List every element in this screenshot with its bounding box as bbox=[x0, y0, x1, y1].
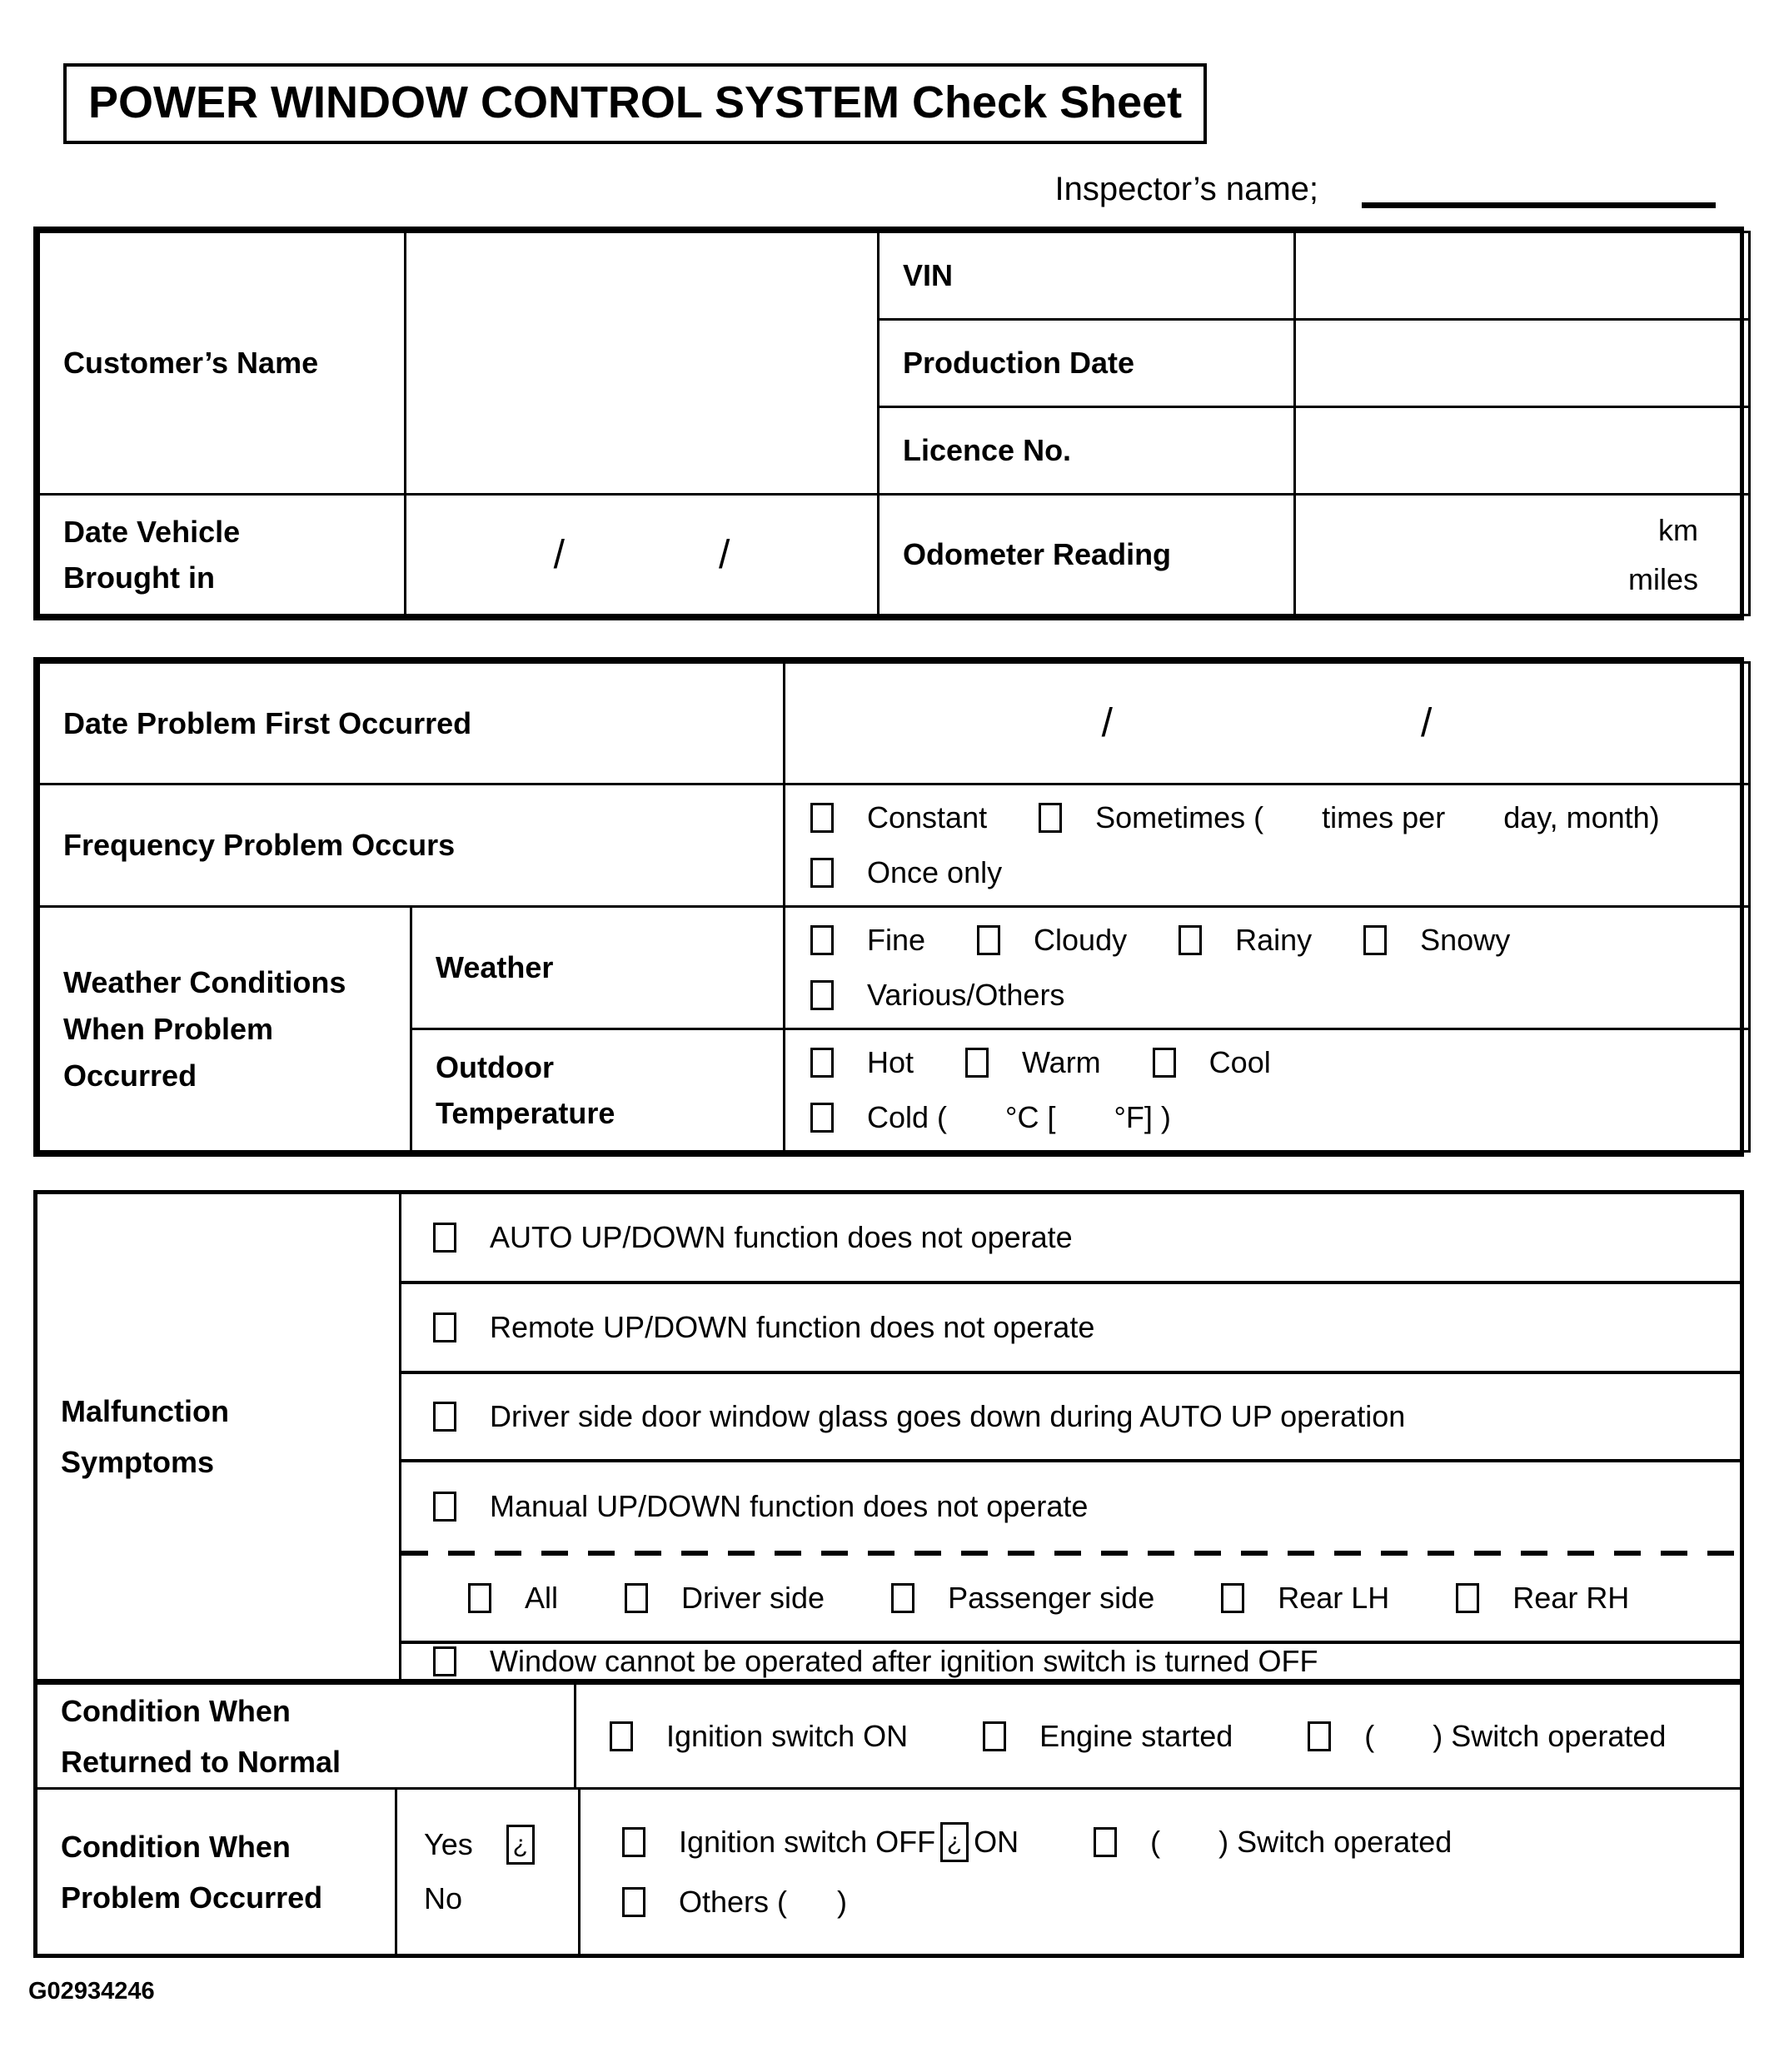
date-slash: / bbox=[1421, 701, 1433, 746]
condition-returned-normal-section bbox=[37, 1679, 1740, 1787]
checkbox[interactable] bbox=[1456, 1583, 1479, 1613]
option-label: ( ) Switch operated bbox=[1150, 1824, 1453, 1859]
inspector-row bbox=[33, 171, 1716, 208]
option-label: Rainy bbox=[1235, 923, 1313, 958]
checkbox[interactable] bbox=[1039, 803, 1062, 833]
licence-no-label: Licence No. bbox=[879, 407, 1295, 495]
checkbox[interactable] bbox=[965, 1048, 989, 1078]
option-driver-side bbox=[625, 1581, 825, 1616]
inspector-name-label: Inspector’s name; bbox=[1054, 171, 1318, 208]
symptom-row-remote-updown bbox=[401, 1284, 1740, 1374]
outdoor-temp-label: Outdoor Temperature bbox=[411, 1029, 785, 1152]
symptom-label: AUTO UP/DOWN function does not operate bbox=[490, 1220, 1073, 1255]
vin-label: VIN bbox=[879, 232, 1295, 320]
date-slash: / bbox=[553, 532, 565, 577]
frequency-options-cell bbox=[785, 784, 1750, 907]
option-various-others bbox=[810, 978, 1064, 1013]
malfunction-symptoms-section bbox=[37, 1194, 1740, 1679]
missing-glyph-box: ¿ bbox=[506, 1825, 535, 1865]
checkbox[interactable] bbox=[610, 1721, 633, 1751]
option-cold bbox=[810, 1100, 1171, 1135]
option-label: Cool bbox=[1208, 1045, 1271, 1080]
option-switch-operated-2 bbox=[1094, 1825, 1452, 1860]
option-label: Engine started bbox=[1039, 1718, 1233, 1753]
weather-options-cell bbox=[785, 907, 1750, 1029]
option-label: Rear LH bbox=[1278, 1581, 1390, 1616]
checkbox[interactable] bbox=[622, 1827, 645, 1857]
option-label: ( ) Switch operated bbox=[1364, 1718, 1667, 1753]
option-label: Fine bbox=[867, 923, 926, 958]
checkbox[interactable] bbox=[983, 1721, 1006, 1751]
date-slashes bbox=[406, 532, 877, 578]
option-label: Passenger side bbox=[948, 1581, 1155, 1616]
option-label: Various/Others bbox=[867, 978, 1065, 1013]
checkbox[interactable] bbox=[1363, 925, 1387, 955]
option-fine bbox=[810, 923, 925, 958]
checkbox[interactable] bbox=[433, 1492, 456, 1522]
date-brought-in-input-cell[interactable] bbox=[406, 495, 879, 615]
vehicle-info-table bbox=[33, 227, 1744, 620]
odometer-unit-km: km bbox=[1658, 513, 1698, 547]
checkbox[interactable] bbox=[810, 803, 834, 833]
option-passenger-side bbox=[891, 1581, 1154, 1616]
checkbox[interactable] bbox=[433, 1312, 456, 1342]
checkbox[interactable] bbox=[891, 1583, 914, 1613]
yes-no-cell bbox=[397, 1790, 581, 1954]
vin-input-cell[interactable] bbox=[1295, 232, 1750, 320]
option-label: Sometimes ( times per day, month) bbox=[1095, 800, 1660, 835]
page-title: POWER WINDOW CONTROL SYSTEM Check Sheet bbox=[63, 63, 1207, 144]
condition-problem-occurred-section bbox=[37, 1787, 1740, 1954]
temperature-options-cell bbox=[785, 1029, 1750, 1152]
condition-problem-occurred-label: Condition When Problem Occurred bbox=[37, 1790, 397, 1954]
production-date-label: Production Date bbox=[879, 320, 1295, 407]
checkbox[interactable] bbox=[433, 1402, 456, 1432]
option-all bbox=[468, 1581, 558, 1616]
checkbox[interactable] bbox=[1094, 1827, 1117, 1857]
problem-info-table bbox=[33, 657, 1744, 1157]
option-sometimes bbox=[1039, 800, 1660, 835]
checkbox[interactable] bbox=[1153, 1048, 1176, 1078]
checkbox[interactable] bbox=[1179, 925, 1202, 955]
option-snowy bbox=[1363, 923, 1510, 958]
option-ignition-on bbox=[610, 1719, 908, 1754]
date-brought-in-label: Date Vehicle Brought in bbox=[39, 495, 406, 615]
malfunction-symptoms-label: Malfunction Symptoms bbox=[37, 1194, 401, 1679]
option-rear-rh bbox=[1456, 1581, 1629, 1616]
option-label: Rear RH bbox=[1512, 1581, 1630, 1616]
symptom-row-auto-updown bbox=[401, 1194, 1740, 1284]
odometer-unit-miles: miles bbox=[1627, 562, 1698, 597]
odometer-input-cell[interactable] bbox=[1295, 495, 1750, 615]
condition-problem-options bbox=[581, 1790, 1740, 1954]
checkbox[interactable] bbox=[810, 1048, 834, 1078]
option-once-only bbox=[810, 855, 1002, 890]
date-slash: / bbox=[1101, 701, 1113, 746]
malfunction-table bbox=[33, 1190, 1744, 1958]
option-label: Constant bbox=[867, 800, 988, 835]
option-constant bbox=[810, 800, 987, 835]
checkbox[interactable] bbox=[1221, 1583, 1244, 1613]
option-cloudy bbox=[977, 923, 1127, 958]
option-hot bbox=[810, 1045, 914, 1080]
licence-no-input-cell[interactable] bbox=[1295, 407, 1750, 495]
odometer-label: Odometer Reading bbox=[879, 495, 1295, 615]
checkbox[interactable] bbox=[1308, 1721, 1331, 1751]
option-label: Cloudy bbox=[1034, 923, 1128, 958]
customer-name-label: Customer’s Name bbox=[39, 232, 406, 495]
checkbox[interactable] bbox=[433, 1646, 456, 1676]
option-label: Cold ( °C [ °F] ) bbox=[867, 1100, 1171, 1135]
symptom-row-manual-updown bbox=[401, 1462, 1740, 1551]
option-label: Driver side bbox=[681, 1581, 825, 1616]
checkbox[interactable] bbox=[810, 1103, 834, 1133]
checkbox[interactable] bbox=[468, 1583, 491, 1613]
symptom-row-glass-down bbox=[401, 1374, 1740, 1462]
option-others bbox=[622, 1885, 847, 1920]
date-problem-label: Date Problem First Occurred bbox=[39, 663, 785, 784]
inspector-name-input-line[interactable] bbox=[1362, 171, 1716, 208]
yes-line bbox=[424, 1818, 578, 1872]
option-label: Others ( ) bbox=[679, 1884, 848, 1919]
weather-label: Weather bbox=[411, 907, 785, 1029]
missing-glyph-box: ¿ bbox=[940, 1822, 969, 1862]
date-problem-input-cell[interactable] bbox=[785, 663, 1750, 784]
weather-conditions-label: Weather Conditions When Problem Occurred bbox=[39, 907, 411, 1152]
option-label: ON bbox=[974, 1824, 1019, 1859]
option-warm bbox=[965, 1045, 1101, 1080]
option-label: Warm bbox=[1022, 1045, 1101, 1080]
symptom-label: Window cannot be operated after ignition switch is turned OFF bbox=[490, 1644, 1318, 1679]
checkbox[interactable] bbox=[810, 925, 834, 955]
symptom-row-ignition-off bbox=[401, 1644, 1740, 1679]
date-slash: / bbox=[719, 532, 730, 577]
checkbox[interactable] bbox=[977, 925, 1000, 955]
option-rear-lh bbox=[1221, 1581, 1389, 1616]
symptom-label: Remote UP/DOWN function does not operate bbox=[490, 1310, 1095, 1345]
symptom-label: Manual UP/DOWN function does not operate bbox=[490, 1489, 1089, 1524]
option-label: All bbox=[525, 1581, 559, 1616]
production-date-input-cell[interactable] bbox=[1295, 320, 1750, 407]
figure-code: G02934246 bbox=[28, 1978, 155, 2005]
option-label: Snowy bbox=[1420, 923, 1511, 958]
option-label: Ignition switch ON bbox=[666, 1718, 909, 1753]
checkbox[interactable] bbox=[622, 1887, 645, 1917]
condition-returned-normal-label: Condition When Returned to Normal bbox=[37, 1685, 576, 1787]
option-engine-started bbox=[983, 1719, 1233, 1754]
symptom-row-window-select bbox=[401, 1556, 1740, 1644]
yes-label: Yes bbox=[424, 1827, 473, 1862]
option-cool bbox=[1153, 1045, 1271, 1080]
checkbox[interactable] bbox=[433, 1223, 456, 1253]
problem-date-slashes bbox=[785, 700, 1748, 746]
checkbox[interactable] bbox=[810, 858, 834, 888]
option-label: Once only bbox=[867, 855, 1003, 890]
customer-name-input-cell[interactable] bbox=[406, 232, 879, 495]
symptom-label: Driver side door window glass goes down during AUTO UP operation bbox=[490, 1399, 1406, 1434]
option-rainy bbox=[1179, 923, 1312, 958]
option-label: Ignition switch OFF bbox=[679, 1824, 936, 1859]
frequency-label: Frequency Problem Occurs bbox=[39, 784, 785, 907]
odometer-units bbox=[1296, 506, 1748, 605]
checkbox[interactable] bbox=[810, 980, 834, 1010]
checkbox[interactable] bbox=[625, 1583, 648, 1613]
option-label: Hot bbox=[867, 1045, 914, 1080]
no-label: No bbox=[424, 1880, 463, 1915]
option-switch-operated bbox=[1308, 1719, 1666, 1754]
option-ignition-off-on bbox=[622, 1822, 1019, 1862]
